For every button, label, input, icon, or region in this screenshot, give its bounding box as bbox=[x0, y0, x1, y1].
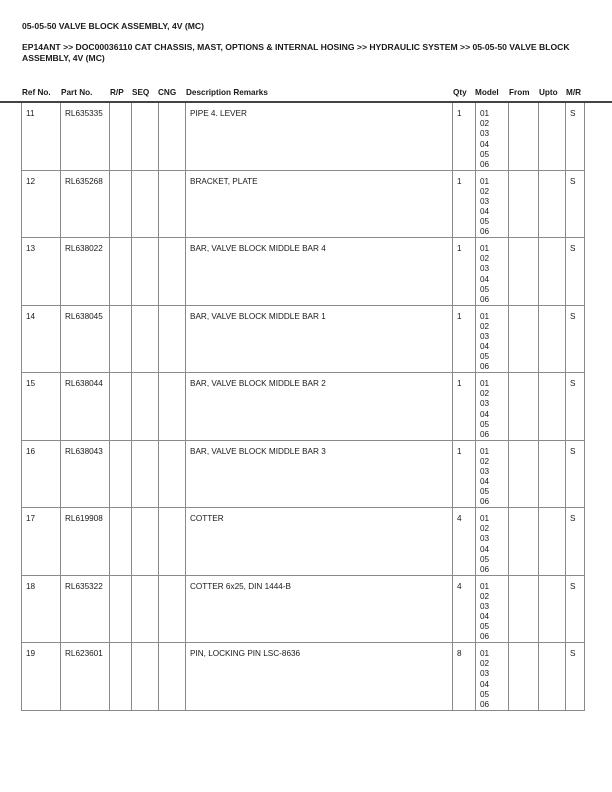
model-code: 04 bbox=[480, 612, 490, 622]
model-code: 03 bbox=[480, 601, 490, 611]
from-cell bbox=[509, 508, 539, 575]
model-code: 03 bbox=[480, 534, 490, 544]
mr-cell: S bbox=[570, 176, 576, 186]
ref-no-cell: 16 bbox=[22, 441, 61, 508]
from-cell bbox=[509, 643, 539, 710]
qty-cell: 8 bbox=[453, 643, 476, 710]
model-code: 03 bbox=[480, 196, 490, 206]
model-code: 02 bbox=[480, 456, 490, 466]
header-cng: CNG bbox=[158, 88, 177, 97]
page-title: 05-05-50 VALVE BLOCK ASSEMBLY, 4V (MC) bbox=[22, 21, 204, 31]
model-code: 01 bbox=[480, 446, 490, 456]
model-code: 04 bbox=[480, 274, 490, 284]
model-code: 06 bbox=[480, 497, 490, 507]
description-cell: COTTER 6x25, DIN 1444-B bbox=[186, 576, 453, 643]
model-code: 02 bbox=[480, 186, 490, 196]
model-code: 03 bbox=[480, 669, 490, 679]
model-code: 06 bbox=[480, 159, 490, 169]
model-code: 03 bbox=[480, 466, 490, 476]
model-cell bbox=[476, 306, 509, 373]
from-cell bbox=[509, 238, 539, 305]
qty-cell: 4 bbox=[453, 576, 476, 643]
model-code: 02 bbox=[480, 389, 490, 399]
part-no-cell: RL635322 bbox=[61, 576, 110, 643]
model-code: 04 bbox=[480, 342, 490, 352]
model-code: 02 bbox=[480, 119, 490, 129]
part-no-cell: RL623601 bbox=[61, 643, 110, 710]
model-code: 04 bbox=[480, 477, 490, 487]
seq-cell bbox=[132, 306, 159, 373]
rp-cell bbox=[110, 441, 132, 508]
from-cell bbox=[509, 171, 539, 238]
qty-cell: 1 bbox=[453, 103, 476, 170]
model-cell bbox=[476, 643, 509, 710]
breadcrumb: EP14ANT >> DOC00036110 CAT CHASSIS, MAST, OPTIONS & INTERNAL HOSING >> HYDRAULIC SYSTEM >> 05-05-50 VALVE BLOCK ASSEMBLY, 4V (MC) bbox=[22, 42, 570, 63]
model-code: 02 bbox=[480, 659, 490, 669]
ref-no-cell: 17 bbox=[22, 508, 61, 575]
cng-cell bbox=[159, 103, 186, 170]
model-code: 04 bbox=[480, 544, 490, 554]
model-code: 02 bbox=[480, 524, 490, 534]
model-code: 06 bbox=[480, 632, 490, 642]
model-code: 05 bbox=[480, 217, 490, 227]
header-from: From bbox=[509, 88, 530, 97]
from-cell bbox=[509, 306, 539, 373]
parts-table bbox=[21, 103, 585, 711]
upto-cell bbox=[539, 238, 566, 305]
rp-cell bbox=[110, 171, 132, 238]
mr-cell: S bbox=[570, 649, 576, 658]
model-code: 05 bbox=[480, 487, 490, 497]
description-cell: BAR, VALVE BLOCK MIDDLE BAR 3 bbox=[186, 441, 453, 508]
table-row bbox=[22, 508, 584, 576]
table-header bbox=[0, 88, 612, 100]
model-code: 01 bbox=[480, 109, 490, 118]
model-cell bbox=[476, 576, 509, 643]
rp-cell bbox=[110, 103, 132, 170]
rp-cell bbox=[110, 643, 132, 710]
cng-cell bbox=[159, 238, 186, 305]
table-row bbox=[22, 306, 584, 374]
cng-cell bbox=[159, 171, 186, 238]
header-description: Description Remarks bbox=[186, 88, 268, 97]
qty-cell: 1 bbox=[453, 441, 476, 508]
model-cell bbox=[476, 171, 509, 238]
model-code: 02 bbox=[480, 254, 490, 264]
cng-cell bbox=[159, 373, 186, 440]
model-code: 04 bbox=[480, 679, 490, 689]
mr-cell: S bbox=[570, 244, 576, 253]
part-no-cell: RL638045 bbox=[61, 306, 110, 373]
model-cell bbox=[476, 238, 509, 305]
mr-cell: S bbox=[570, 109, 576, 118]
model-code: 05 bbox=[480, 284, 490, 294]
description-cell: BRACKET, PLATE bbox=[186, 171, 453, 238]
ref-no-cell: 13 bbox=[22, 238, 61, 305]
model-code: 01 bbox=[480, 176, 490, 186]
rp-cell bbox=[110, 306, 132, 373]
model-code: 01 bbox=[480, 244, 490, 253]
model-code: 03 bbox=[480, 399, 490, 409]
model-code: 01 bbox=[480, 311, 490, 321]
part-no-cell: RL638043 bbox=[61, 441, 110, 508]
rp-cell bbox=[110, 238, 132, 305]
mr-cell: S bbox=[570, 581, 576, 591]
cng-cell bbox=[159, 508, 186, 575]
seq-cell bbox=[132, 238, 159, 305]
model-code: 06 bbox=[480, 429, 490, 439]
model-code: 06 bbox=[480, 564, 490, 574]
model-code: 05 bbox=[480, 419, 490, 429]
description-cell: PIPE 4. LEVER bbox=[186, 103, 453, 170]
model-code: 01 bbox=[480, 649, 490, 658]
model-code: 06 bbox=[480, 294, 490, 304]
part-no-cell: RL638044 bbox=[61, 373, 110, 440]
model-code: 05 bbox=[480, 554, 490, 564]
model-code: 01 bbox=[480, 581, 490, 591]
seq-cell bbox=[132, 508, 159, 575]
model-code: 02 bbox=[480, 591, 490, 601]
model-code: 05 bbox=[480, 689, 490, 699]
from-cell bbox=[509, 576, 539, 643]
ref-no-cell: 11 bbox=[22, 103, 61, 170]
model-code: 06 bbox=[480, 699, 490, 709]
rp-cell bbox=[110, 576, 132, 643]
seq-cell bbox=[132, 171, 159, 238]
ref-no-cell: 12 bbox=[22, 171, 61, 238]
table-row bbox=[22, 238, 584, 306]
header-qty: Qty bbox=[453, 88, 467, 97]
upto-cell bbox=[539, 373, 566, 440]
part-no-cell: RL635268 bbox=[61, 171, 110, 238]
rp-cell bbox=[110, 508, 132, 575]
model-code: 05 bbox=[480, 352, 490, 362]
header-mr: M/R bbox=[566, 88, 582, 97]
rp-cell bbox=[110, 373, 132, 440]
model-code: 01 bbox=[480, 379, 490, 388]
model-cell bbox=[476, 508, 509, 575]
model-code: 05 bbox=[480, 149, 490, 159]
description-cell: COTTER bbox=[186, 508, 453, 575]
header-model: Model bbox=[475, 88, 499, 97]
table-row bbox=[22, 643, 584, 711]
ref-no-cell: 18 bbox=[22, 576, 61, 643]
table-row bbox=[22, 373, 584, 441]
model-code: 04 bbox=[480, 409, 490, 419]
cng-cell bbox=[159, 576, 186, 643]
ref-no-cell: 14 bbox=[22, 306, 61, 373]
table-row bbox=[22, 103, 584, 171]
header-rp: R/P bbox=[110, 88, 124, 97]
part-no-cell: RL635335 bbox=[61, 103, 110, 170]
model-cell bbox=[476, 103, 509, 170]
ref-no-cell: 19 bbox=[22, 643, 61, 710]
qty-cell: 4 bbox=[453, 508, 476, 575]
seq-cell bbox=[132, 373, 159, 440]
part-no-cell: RL619908 bbox=[61, 508, 110, 575]
seq-cell bbox=[132, 441, 159, 508]
qty-cell: 1 bbox=[453, 373, 476, 440]
header-part-no: Part No. bbox=[61, 88, 93, 97]
model-code: 04 bbox=[480, 139, 490, 149]
upto-cell bbox=[539, 306, 566, 373]
mr-cell: S bbox=[570, 379, 576, 388]
upto-cell bbox=[539, 103, 566, 170]
table-row bbox=[22, 441, 584, 509]
description-cell: PIN, LOCKING PIN LSC-8636 bbox=[186, 643, 453, 710]
upto-cell bbox=[539, 508, 566, 575]
description-cell: BAR, VALVE BLOCK MIDDLE BAR 4 bbox=[186, 238, 453, 305]
seq-cell bbox=[132, 576, 159, 643]
model-code: 03 bbox=[480, 264, 490, 274]
from-cell bbox=[509, 103, 539, 170]
mr-cell: S bbox=[570, 514, 576, 523]
model-cell bbox=[476, 441, 509, 508]
header-upto: Upto bbox=[539, 88, 558, 97]
seq-cell bbox=[132, 103, 159, 170]
cng-cell bbox=[159, 441, 186, 508]
upto-cell bbox=[539, 576, 566, 643]
model-cell bbox=[476, 373, 509, 440]
qty-cell: 1 bbox=[453, 171, 476, 238]
model-code: 05 bbox=[480, 622, 490, 632]
upto-cell bbox=[539, 643, 566, 710]
part-no-cell: RL638022 bbox=[61, 238, 110, 305]
from-cell bbox=[509, 373, 539, 440]
qty-cell: 1 bbox=[453, 238, 476, 305]
mr-cell: S bbox=[570, 311, 576, 321]
description-cell: BAR, VALVE BLOCK MIDDLE BAR 1 bbox=[186, 306, 453, 373]
seq-cell bbox=[132, 643, 159, 710]
model-code: 03 bbox=[480, 129, 490, 139]
table-row bbox=[22, 576, 584, 644]
from-cell bbox=[509, 441, 539, 508]
upto-cell bbox=[539, 441, 566, 508]
upto-cell bbox=[539, 171, 566, 238]
model-code: 06 bbox=[480, 362, 490, 372]
model-code: 02 bbox=[480, 321, 490, 331]
qty-cell: 1 bbox=[453, 306, 476, 373]
mr-cell: S bbox=[570, 446, 576, 456]
cng-cell bbox=[159, 643, 186, 710]
table-row bbox=[22, 171, 584, 239]
model-code: 01 bbox=[480, 514, 490, 523]
cng-cell bbox=[159, 306, 186, 373]
header-seq: SEQ bbox=[132, 88, 150, 97]
ref-no-cell: 15 bbox=[22, 373, 61, 440]
model-code: 03 bbox=[480, 331, 490, 341]
model-code: 04 bbox=[480, 207, 490, 217]
description-cell: BAR, VALVE BLOCK MIDDLE BAR 2 bbox=[186, 373, 453, 440]
model-code: 06 bbox=[480, 227, 490, 237]
header-ref-no: Ref No. bbox=[22, 88, 51, 97]
